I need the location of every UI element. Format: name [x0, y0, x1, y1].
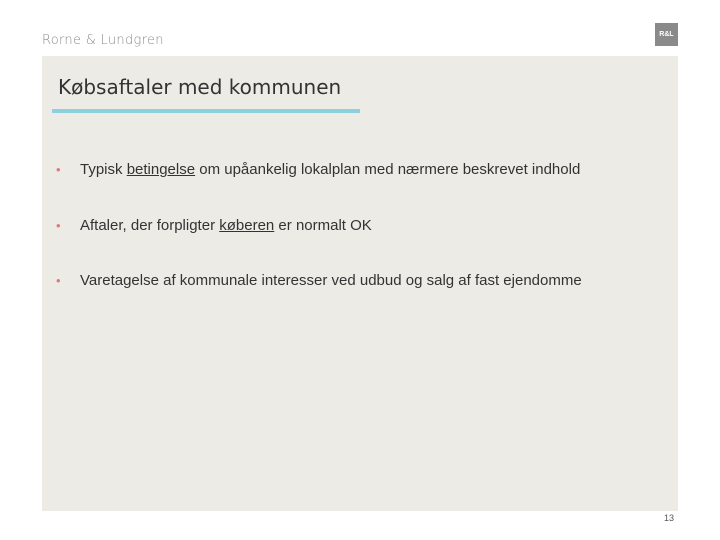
- company-logo: Rorne & Lundgren: [42, 33, 164, 48]
- slide-panel: [42, 56, 678, 511]
- slide-title: Købsaftaler med kommunen: [58, 75, 342, 99]
- bullet-item: [56, 217, 582, 237]
- bullet-list: [56, 161, 582, 328]
- bullet-item: [56, 272, 582, 292]
- underlined-term: køberen: [219, 216, 275, 234]
- logo-badge: R&L: [655, 23, 678, 46]
- bullet-text: Varetagelse af kommunale interesser ved udbud og salg af fast ejendomme: [80, 272, 582, 289]
- bullet-dot-icon: •: [56, 273, 61, 288]
- page-number: 13: [664, 513, 675, 523]
- underlined-term: betingelse: [126, 161, 196, 178]
- bullet-text: Typisk betingelse om upåankelig lokalplan med nærmere beskrevet indhold: [80, 161, 581, 178]
- bullet-item: [56, 161, 582, 181]
- bullet-text: Aftaler, der forpligter køberen er normalt OK: [80, 216, 372, 234]
- title-underline-rule: [52, 109, 360, 113]
- bullet-dot-icon: •: [56, 217, 61, 233]
- bullet-dot-icon: •: [56, 162, 61, 177]
